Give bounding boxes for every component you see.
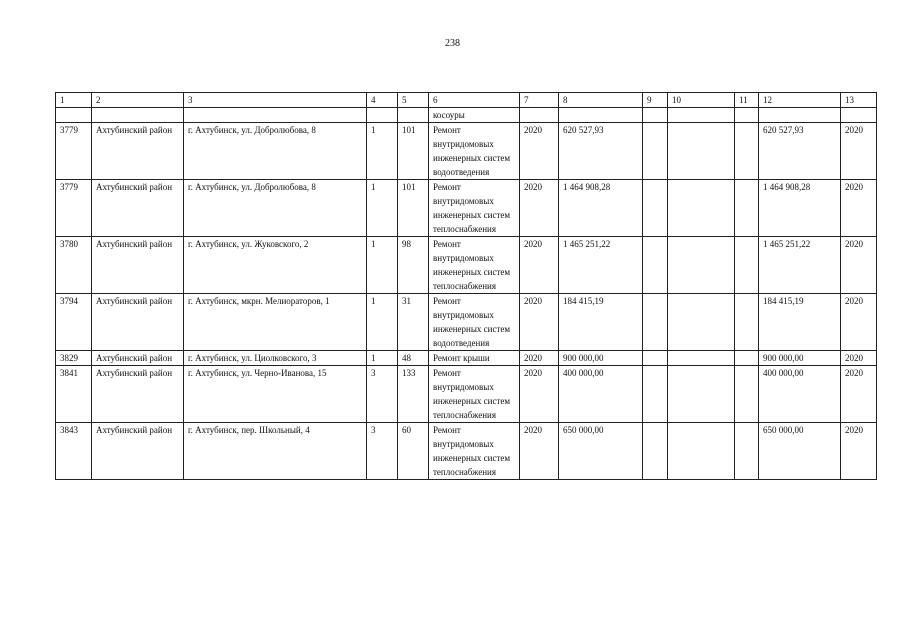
cell-completion-year: 2020 [841, 123, 877, 180]
cell-col10 [668, 237, 735, 294]
cell-district: Ахтубинский район [92, 366, 184, 423]
cell-col5: 101 [398, 123, 429, 180]
cell-col4: 3 [367, 423, 398, 480]
column-number: 2 [92, 93, 184, 108]
cell-col5: 60 [398, 423, 429, 480]
cell-col4: 3 [367, 366, 398, 423]
cell-col5: 48 [398, 351, 429, 366]
cell-col9 [643, 294, 668, 351]
cell-district: Ахтубинский район [92, 423, 184, 480]
column-number: 6 [429, 93, 520, 108]
cell-total-cost: 620 527,93 [759, 123, 841, 180]
cell-id: 3841 [56, 366, 92, 423]
column-number-row [56, 93, 877, 108]
cell-address: г. Ахтубинск, мкрн. Мелиораторов, 1 [184, 294, 367, 351]
table-body [56, 93, 877, 480]
cell-cost: 900 000,00 [559, 351, 643, 366]
cell-cost: 1 464 908,28 [559, 180, 643, 237]
cell-total-cost: 400 000,00 [759, 366, 841, 423]
cell-id: 3794 [56, 294, 92, 351]
cell-total-cost: 650 000,00 [759, 423, 841, 480]
cell-col11 [735, 237, 759, 294]
cell-work-type: Ремонт крыши [429, 351, 520, 366]
cell-col10 [668, 294, 735, 351]
cell-cost: 400 000,00 [559, 366, 643, 423]
cell-total-cost: 184 415,19 [759, 294, 841, 351]
continuation-row [56, 108, 877, 123]
cell-col4: 1 [367, 180, 398, 237]
cell-address: г. Ахтубинск, ул. Циолковского, 3 [184, 351, 367, 366]
continuation-text: косоуры [429, 108, 520, 123]
table-row [56, 366, 877, 423]
cell-completion-year: 2020 [841, 180, 877, 237]
cell-col11 [735, 123, 759, 180]
column-number: 8 [559, 93, 643, 108]
cell-id: 3780 [56, 237, 92, 294]
cell-col9 [643, 423, 668, 480]
cell-work-type: Ремонт внутридомовых инженерных систем теплоснабжения [429, 237, 520, 294]
cell-year: 2020 [520, 294, 559, 351]
cell-district: Ахтубинский район [92, 180, 184, 237]
cell-id: 3843 [56, 423, 92, 480]
table-row [56, 123, 877, 180]
cell-completion-year: 2020 [841, 237, 877, 294]
cell-col9 [643, 366, 668, 423]
cell-work-type: Ремонт внутридомовых инженерных систем теплоснабжения [429, 423, 520, 480]
cell-year: 2020 [520, 423, 559, 480]
cell-total-cost: 900 000,00 [759, 351, 841, 366]
page-number: 238 [445, 38, 460, 49]
cell-col10 [668, 366, 735, 423]
cell-district: Ахтубинский район [92, 351, 184, 366]
cell-col4: 1 [367, 294, 398, 351]
cell-total-cost: 1 465 251,22 [759, 237, 841, 294]
column-number: 7 [520, 93, 559, 108]
table-row [56, 237, 877, 294]
cell-completion-year: 2020 [841, 423, 877, 480]
cell-col5: 101 [398, 180, 429, 237]
column-number: 3 [184, 93, 367, 108]
cell-col9 [643, 351, 668, 366]
cell-col4: 1 [367, 351, 398, 366]
cell-total-cost: 1 464 908,28 [759, 180, 841, 237]
column-number: 13 [841, 93, 877, 108]
cell-work-type: Ремонт внутридомовых инженерных систем теплоснабжения [429, 180, 520, 237]
cell-year: 2020 [520, 366, 559, 423]
cell-work-type: Ремонт внутридомовых инженерных систем теплоснабжения [429, 366, 520, 423]
column-number: 1 [56, 93, 92, 108]
table-row [56, 351, 877, 366]
registry-table [55, 92, 877, 480]
cell-col10 [668, 351, 735, 366]
cell-id: 3779 [56, 180, 92, 237]
table-row [56, 294, 877, 351]
cell-cost: 620 527,93 [559, 123, 643, 180]
cell-id: 3829 [56, 351, 92, 366]
cell-col4: 1 [367, 237, 398, 294]
cell-address: г. Ахтубинск, ул. Жуковского, 2 [184, 237, 367, 294]
cell-completion-year: 2020 [841, 294, 877, 351]
cell-address: г. Ахтубинск, пер. Школьный, 4 [184, 423, 367, 480]
cell-district: Ахтубинский район [92, 123, 184, 180]
column-number: 9 [643, 93, 668, 108]
cell-col11 [735, 294, 759, 351]
table-row [56, 180, 877, 237]
column-number: 12 [759, 93, 841, 108]
cell-address: г. Ахтубинск, ул. Добролюбова, 8 [184, 180, 367, 237]
cell-completion-year: 2020 [841, 351, 877, 366]
cell-col9 [643, 123, 668, 180]
column-number: 5 [398, 93, 429, 108]
cell-col5: 98 [398, 237, 429, 294]
cell-cost: 184 415,19 [559, 294, 643, 351]
cell-id: 3779 [56, 123, 92, 180]
cell-year: 2020 [520, 180, 559, 237]
column-number: 11 [735, 93, 759, 108]
column-number: 10 [668, 93, 735, 108]
cell-cost: 650 000,00 [559, 423, 643, 480]
cell-work-type: Ремонт внутридомовых инженерных систем водоотведения [429, 123, 520, 180]
cell-district: Ахтубинский район [92, 294, 184, 351]
cell-year: 2020 [520, 123, 559, 180]
cell-cost: 1 465 251,22 [559, 237, 643, 294]
cell-col9 [643, 180, 668, 237]
cell-col11 [735, 423, 759, 480]
cell-work-type: Ремонт внутридомовых инженерных систем водоотведения [429, 294, 520, 351]
cell-col11 [735, 351, 759, 366]
cell-district: Ахтубинский район [92, 237, 184, 294]
cell-col11 [735, 366, 759, 423]
cell-address: г. Ахтубинск, ул. Черно-Иванова, 15 [184, 366, 367, 423]
cell-address: г. Ахтубинск, ул. Добролюбова, 8 [184, 123, 367, 180]
table-row [56, 423, 877, 480]
cell-year: 2020 [520, 237, 559, 294]
cell-col9 [643, 237, 668, 294]
column-number: 4 [367, 93, 398, 108]
cell-col10 [668, 180, 735, 237]
cell-col5: 133 [398, 366, 429, 423]
cell-col5: 31 [398, 294, 429, 351]
cell-col11 [735, 180, 759, 237]
cell-completion-year: 2020 [841, 366, 877, 423]
cell-year: 2020 [520, 351, 559, 366]
cell-col10 [668, 423, 735, 480]
cell-col10 [668, 123, 735, 180]
cell-col4: 1 [367, 123, 398, 180]
